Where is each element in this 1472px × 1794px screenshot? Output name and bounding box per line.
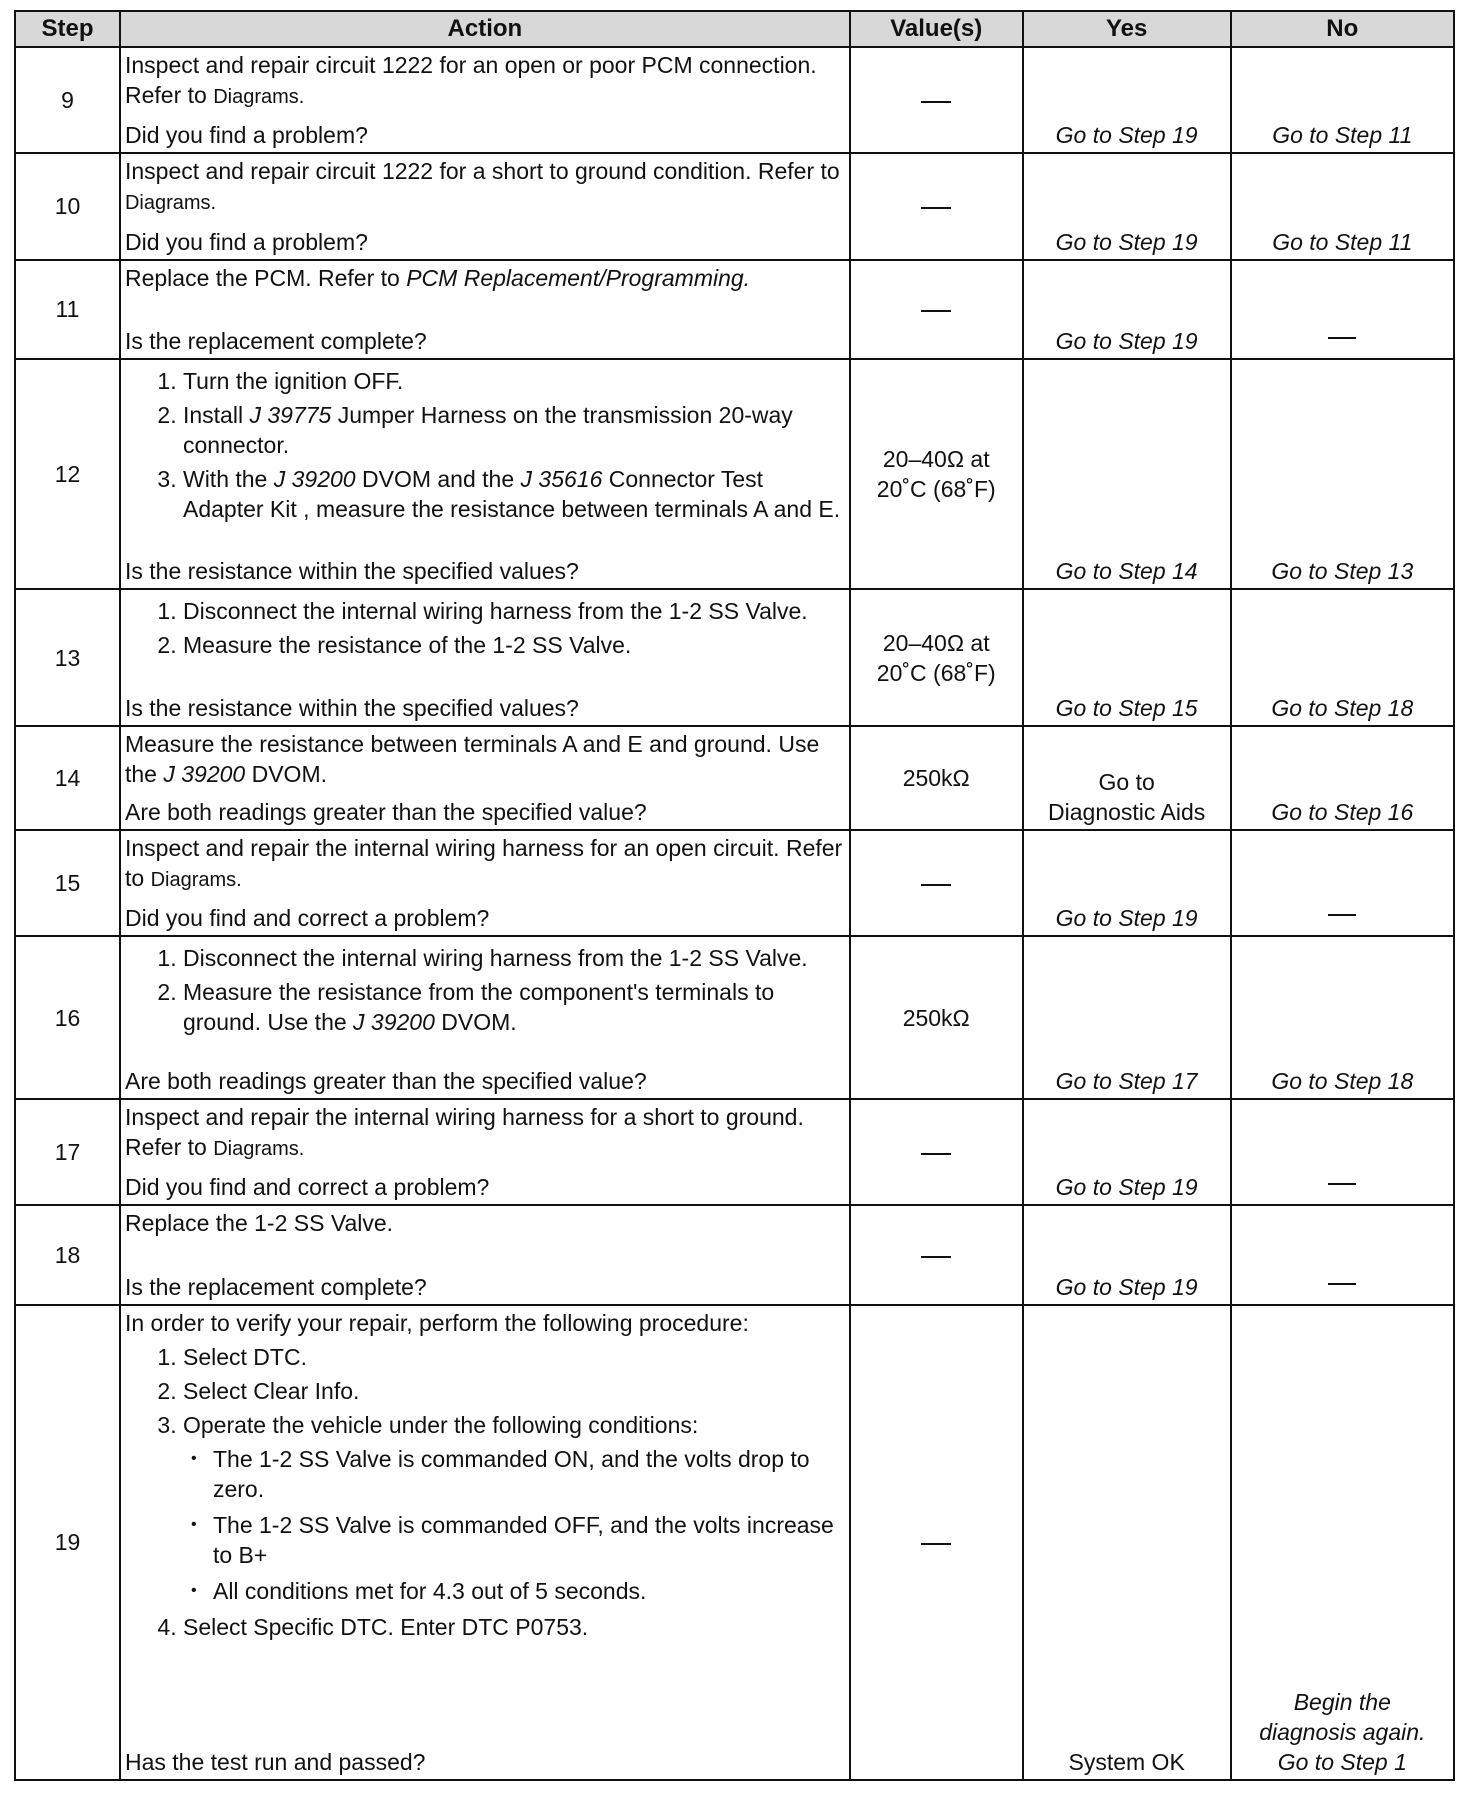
step-number: 11 xyxy=(15,260,120,360)
table-row xyxy=(15,359,1454,589)
item-text: Operate the vehicle under the following conditions: xyxy=(182,1411,699,1438)
reference-link: Diagrams. xyxy=(150,868,242,891)
item-text: DVOM. xyxy=(434,1009,517,1036)
value-cell xyxy=(850,260,1023,360)
procedure-item xyxy=(183,400,843,460)
action-cell xyxy=(120,589,850,726)
table-row xyxy=(15,153,1454,259)
condition-bullet: • All conditions met for 4.3 out of 5 seconds. xyxy=(213,1576,843,1606)
no-cell xyxy=(1231,153,1454,259)
value-cell xyxy=(850,830,1023,936)
value-cell xyxy=(850,1099,1023,1205)
value-cell: 250kΩ xyxy=(850,726,1023,830)
action-cell xyxy=(120,359,850,589)
diagnostic-table-page xyxy=(14,10,1455,1781)
yes-result: Go to Step 19 xyxy=(1055,228,1198,255)
procedure-item: 1. Disconnect the internal wiring harness from the 1-2 SS Valve. xyxy=(183,596,843,626)
action-text: Inspect and repair circuit 1222 for a short to ground condition. Refer to xyxy=(124,158,840,185)
value-line: 20–40Ω at xyxy=(882,446,990,473)
value-line: 20–40Ω at xyxy=(882,629,990,656)
step-number: 15 xyxy=(15,830,120,936)
yes-cell xyxy=(1023,1205,1231,1305)
action-question: Did you find a problem? xyxy=(124,122,368,149)
no-result: Go to Step 13 xyxy=(1271,558,1414,585)
reference-link: Diagrams. xyxy=(213,1137,305,1160)
action-text: DVOM. xyxy=(245,760,327,787)
tool-number: J 39775 xyxy=(249,402,332,429)
step-number: 9 xyxy=(15,47,120,153)
yes-cell xyxy=(1023,726,1231,830)
no-cell xyxy=(1231,726,1454,830)
no-cell xyxy=(1231,1305,1454,1780)
table-row xyxy=(15,1099,1454,1205)
yes-result: Go to Step 19 xyxy=(1055,1174,1198,1201)
dash-mark xyxy=(921,207,951,209)
header-row xyxy=(15,11,1454,47)
action-question: Has the test run and passed? xyxy=(124,1749,426,1775)
procedure-item: 1. Select DTC. xyxy=(183,1342,843,1372)
no-result: Go to Step 18 xyxy=(1271,694,1414,721)
procedure-item: 2. Measure the resistance of the 1-2 SS Valve. xyxy=(183,630,843,660)
reference-link: Diagrams. xyxy=(124,192,217,215)
tool-number: J 39200 xyxy=(353,1009,435,1036)
no-cell xyxy=(1231,260,1454,360)
procedure-item xyxy=(183,1410,843,1606)
action-cell xyxy=(120,1205,850,1305)
dash-mark xyxy=(921,1543,951,1545)
yes-result: System OK xyxy=(1068,1749,1185,1775)
step-number: 14 xyxy=(15,726,120,830)
item-text: Connector Test Adapter Kit , measure the resistance between terminals A and E. xyxy=(182,466,841,523)
value-line: 20˚C (68˚F) xyxy=(876,659,996,686)
action-question: Is the resistance within the specified values? xyxy=(124,558,579,585)
condition-bullet: • The 1-2 SS Valve is commanded ON, and the volts drop to zero. xyxy=(213,1444,843,1504)
action-text: Inspect and repair circuit 1222 for an open or poor PCM connection. Refer to xyxy=(124,52,817,108)
diagnostic-table xyxy=(14,10,1455,1781)
action-cell xyxy=(120,153,850,259)
action-question: Did you find and correct a problem? xyxy=(124,1174,490,1201)
table-row xyxy=(15,1305,1454,1780)
yes-cell xyxy=(1023,359,1231,589)
yes-cell xyxy=(1023,260,1231,360)
no-result: Go to Step 16 xyxy=(1271,798,1414,825)
action-question: Did you find a problem? xyxy=(124,228,368,255)
value-line: 20˚C (68˚F) xyxy=(876,476,996,503)
yes-cell xyxy=(1023,1305,1231,1780)
step-number: 19 xyxy=(15,1305,120,1780)
action-cell xyxy=(120,1099,850,1205)
yes-cell xyxy=(1023,47,1231,153)
action-question: Is the resistance within the specified values? xyxy=(124,694,579,721)
action-question: Are both readings greater than the specified value? xyxy=(124,1067,647,1094)
no-cell xyxy=(1231,589,1454,726)
procedure-item: 2. Select Clear Info. xyxy=(183,1376,843,1406)
tool-number: J 35616 xyxy=(520,466,603,493)
procedure-item xyxy=(183,464,843,524)
yes-result: Go to Step 14 xyxy=(1055,558,1198,585)
action-cell xyxy=(120,260,850,360)
tool-number: J 39200 xyxy=(273,466,356,493)
action-cell xyxy=(120,47,850,153)
dash-mark xyxy=(921,101,951,103)
reference-link: Diagrams. xyxy=(213,86,305,108)
action-cell xyxy=(120,936,850,1099)
value-cell xyxy=(850,1205,1023,1305)
yes-result: Go to Step 19 xyxy=(1055,122,1198,149)
table-row xyxy=(15,726,1454,830)
action-text: Inspect and repair the internal wiring harness for an open circuit. Refer to xyxy=(124,834,843,891)
dash-mark xyxy=(921,310,951,312)
no-result: Go to Step 1 xyxy=(1277,1749,1407,1775)
yes-result: Go to Step 19 xyxy=(1055,328,1198,355)
tool-number: J 39200 xyxy=(163,760,246,787)
no-cell xyxy=(1231,47,1454,153)
table-row xyxy=(15,1205,1454,1305)
action-cell xyxy=(120,726,850,830)
item-text: Measure the resistance from the component's terminals to ground. Use the xyxy=(182,979,775,1036)
yes-cell xyxy=(1023,153,1231,259)
value-cell xyxy=(850,153,1023,259)
no-result: Begin the xyxy=(1293,1689,1391,1715)
action-question: Is the replacement complete? xyxy=(124,328,427,355)
value-cell xyxy=(850,359,1023,589)
step-number: 18 xyxy=(15,1205,120,1305)
item-text: Install xyxy=(182,402,250,429)
reference-suffix: . xyxy=(743,264,751,291)
action-question: Is the replacement complete? xyxy=(124,1273,427,1300)
dash-mark xyxy=(921,1153,951,1155)
header-yes: Yes xyxy=(1023,11,1231,47)
yes-result: Go to Step 15 xyxy=(1055,694,1198,721)
no-cell xyxy=(1231,1099,1454,1205)
action-text: Measure the resistance between terminals A and E and ground. Use the xyxy=(124,730,820,787)
dash-mark xyxy=(921,884,951,886)
yes-result: Go to Step 19 xyxy=(1055,905,1198,932)
step-number: 12 xyxy=(15,359,120,589)
procedure-item: 1. Disconnect the internal wiring harness from the 1-2 SS Valve. xyxy=(183,943,843,973)
table-row xyxy=(15,47,1454,153)
action-text: Replace the PCM. Refer to xyxy=(124,264,400,291)
action-text: Inspect and repair the internal wiring harness for a short to ground. Refer to xyxy=(124,1103,804,1160)
value-cell xyxy=(850,589,1023,726)
value-cell xyxy=(850,1305,1023,1780)
yes-cell xyxy=(1023,1099,1231,1205)
table-row xyxy=(15,589,1454,726)
action-cell xyxy=(120,1305,850,1780)
step-number: 13 xyxy=(15,589,120,726)
yes-result: Go to xyxy=(1098,768,1155,795)
dash-mark xyxy=(1328,914,1356,916)
no-result: Go to Step 11 xyxy=(1272,122,1413,149)
no-cell xyxy=(1231,1205,1454,1305)
action-intro: In order to verify your repair, perform the following procedure: xyxy=(124,1309,749,1336)
item-text: With the xyxy=(182,466,274,493)
no-cell xyxy=(1231,359,1454,589)
reference-link: PCM Replacement/Programming xyxy=(406,264,744,291)
no-result: Go to Step 11 xyxy=(1272,228,1413,255)
action-question: Did you find and correct a problem? xyxy=(124,905,490,932)
header-no: No xyxy=(1231,11,1454,47)
header-step: Step xyxy=(15,11,120,47)
step-number: 17 xyxy=(15,1099,120,1205)
value-cell xyxy=(850,47,1023,153)
action-question: Are both readings greater than the specified value? xyxy=(124,798,647,825)
no-result: diagnosis again. xyxy=(1259,1719,1426,1745)
diagnostic-aids-link[interactable]: Diagnostic Aids xyxy=(1048,798,1206,825)
procedure-item: 4. Select Specific DTC. Enter DTC P0753. xyxy=(183,1612,843,1642)
no-cell xyxy=(1231,830,1454,936)
action-cell xyxy=(120,830,850,936)
step-number: 16 xyxy=(15,936,120,1099)
condition-bullet: • The 1-2 SS Valve is commanded OFF, and the volts increase to B+ xyxy=(213,1510,843,1570)
yes-cell xyxy=(1023,589,1231,726)
procedure-item xyxy=(183,977,843,1037)
value-cell: 250kΩ xyxy=(850,936,1023,1099)
header-action: Action xyxy=(120,11,850,47)
no-result: Go to Step 18 xyxy=(1271,1067,1414,1094)
yes-cell xyxy=(1023,830,1231,936)
dash-mark xyxy=(1328,1183,1356,1185)
dash-mark xyxy=(1328,1283,1356,1285)
item-text: DVOM and the xyxy=(355,466,521,493)
step-number: 10 xyxy=(15,153,120,259)
table-row xyxy=(15,830,1454,936)
table-row xyxy=(15,260,1454,360)
header-values: Value(s) xyxy=(850,11,1023,47)
action-text: Replace the 1-2 SS Valve. xyxy=(124,1210,394,1237)
no-cell xyxy=(1231,936,1454,1099)
yes-cell xyxy=(1023,936,1231,1099)
yes-result: Go to Step 19 xyxy=(1055,1273,1198,1300)
table-row xyxy=(15,936,1454,1099)
yes-result: Go to Step 17 xyxy=(1055,1067,1198,1094)
dash-mark xyxy=(1328,337,1356,339)
item-text: Jumper Harness on the transmission 20-way connector. xyxy=(182,402,793,459)
dash-mark xyxy=(921,1256,951,1258)
procedure-item: 1. Turn the ignition OFF. xyxy=(183,366,843,396)
